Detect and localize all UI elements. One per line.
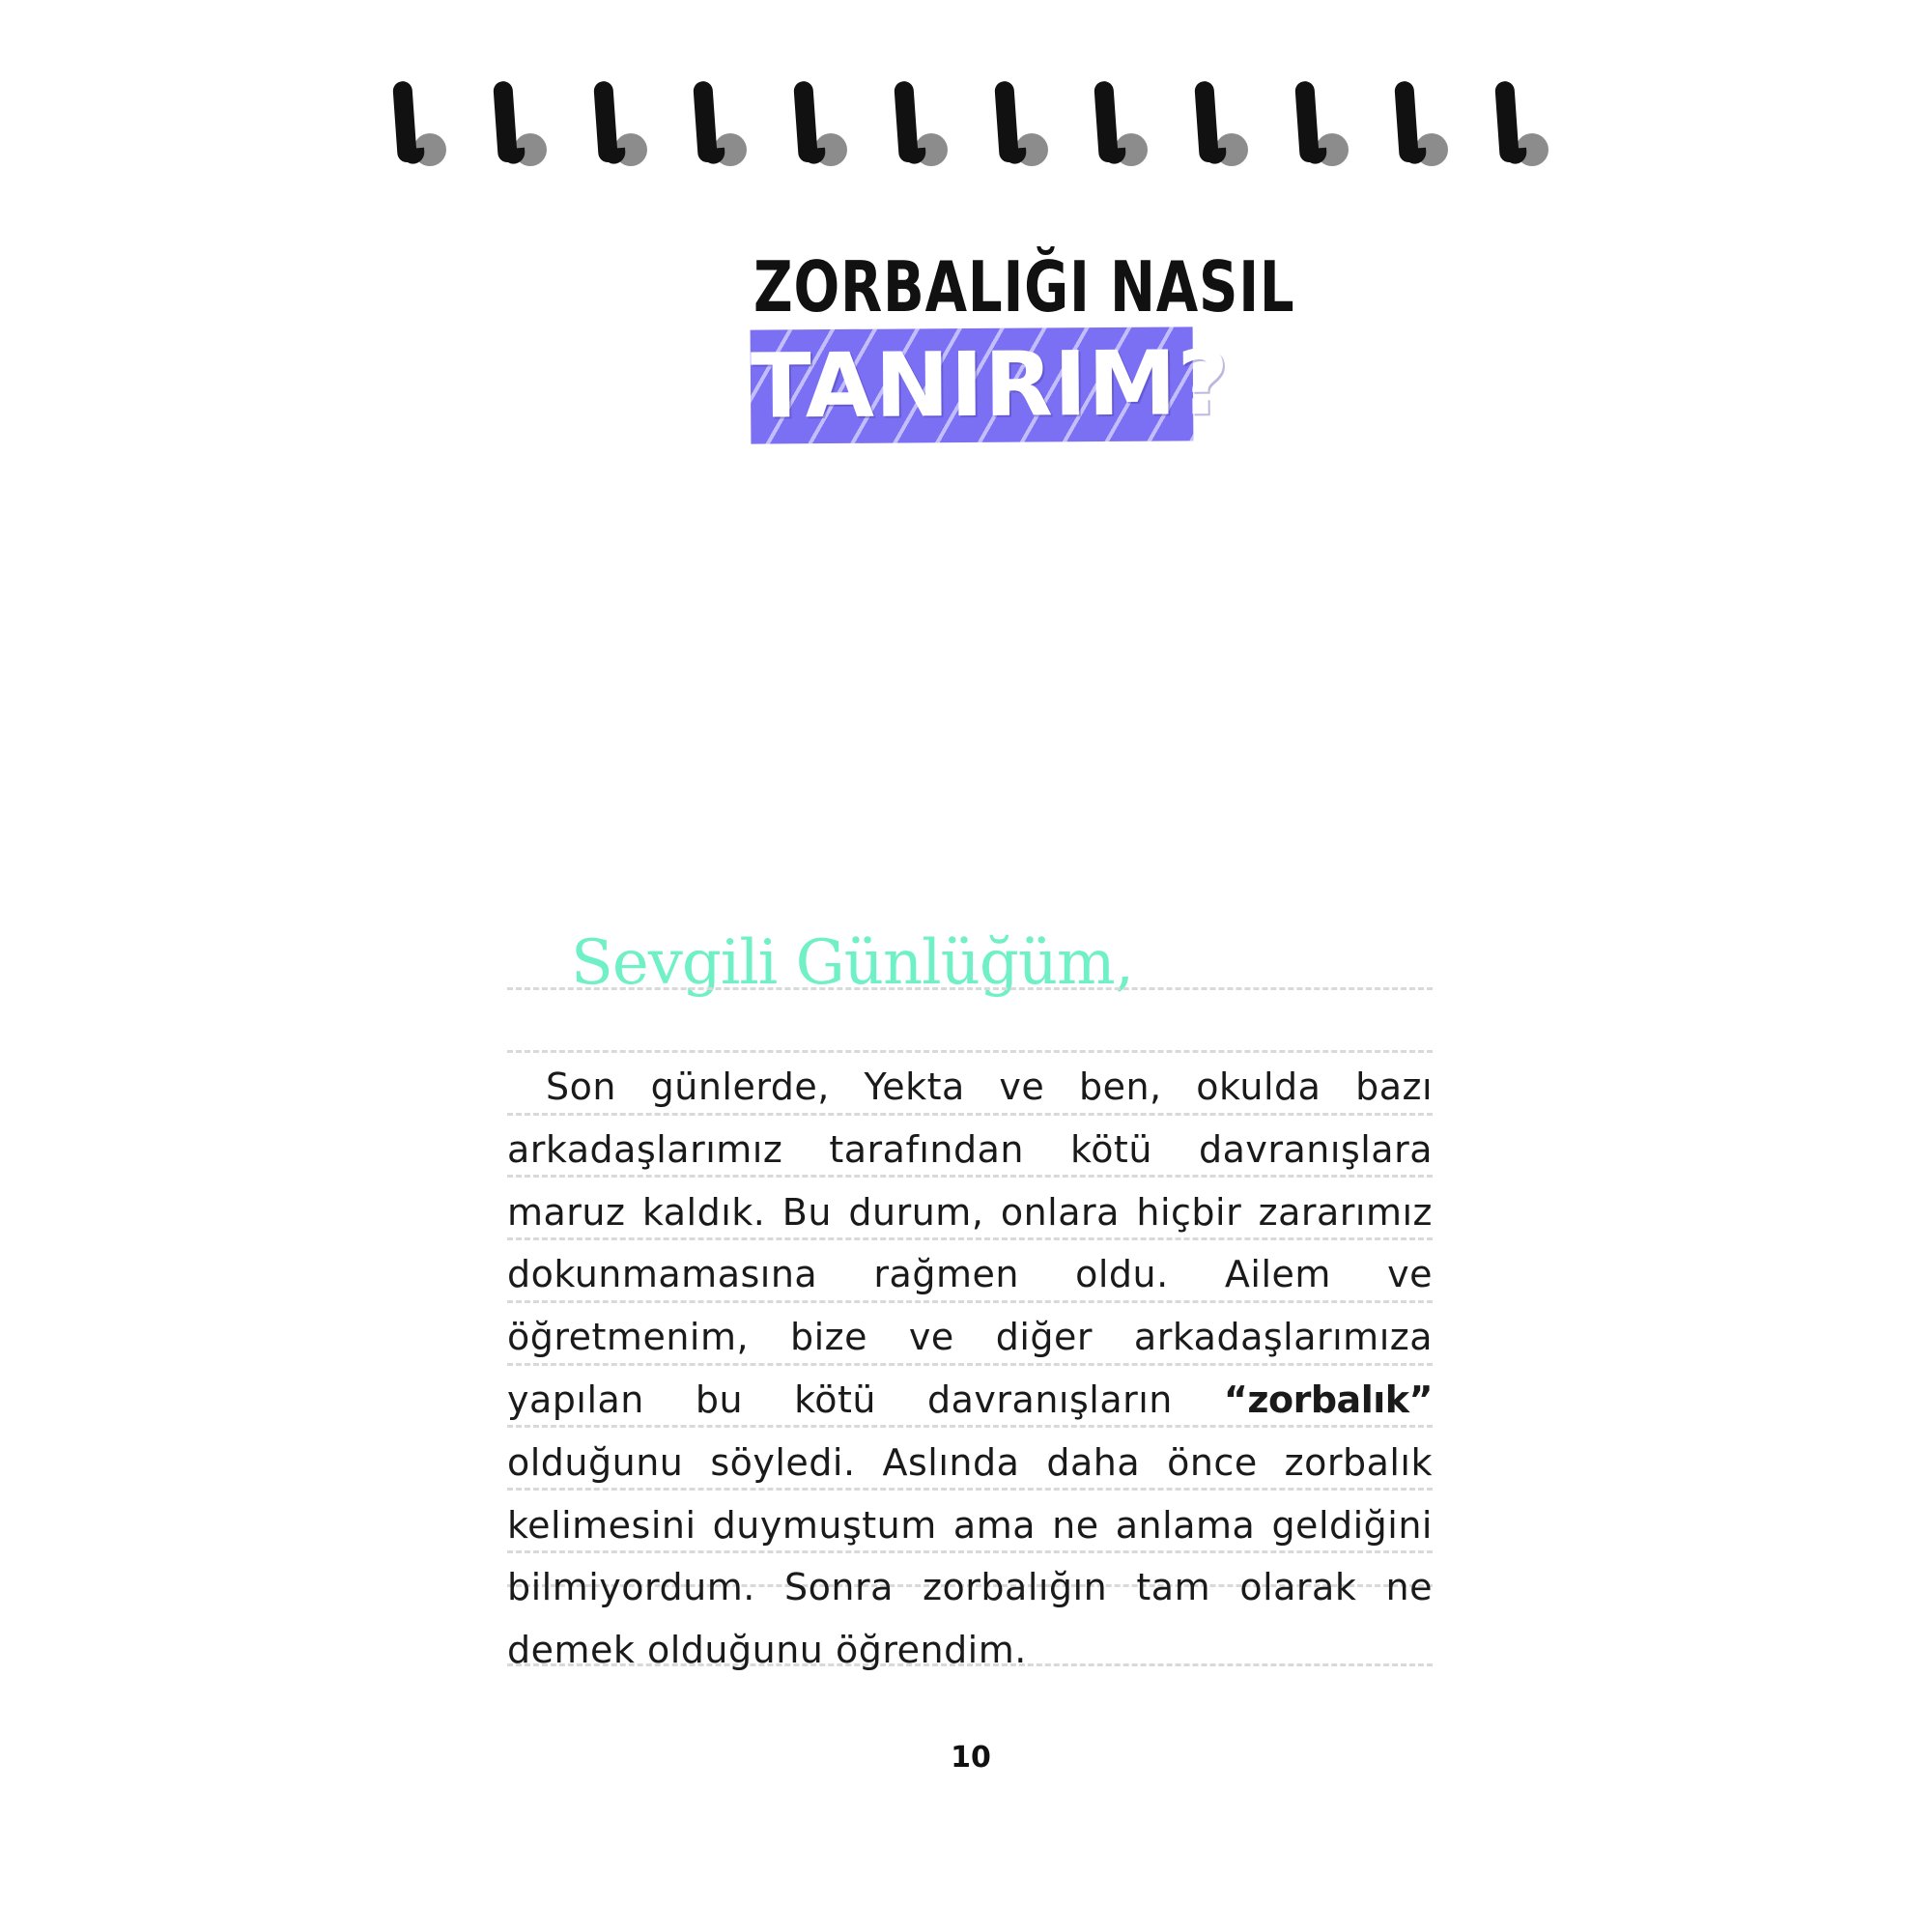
ruled-line <box>507 1050 1433 1053</box>
diary-greeting: Sevgili Günlüğüm, <box>571 927 1134 999</box>
spiral-coil <box>398 81 446 170</box>
spiral-coil <box>1500 81 1548 170</box>
page-number: 10 <box>951 1741 991 1775</box>
page-title-line-1: ZORBALIĞI NASIL <box>753 246 1295 327</box>
spiral-binding <box>0 0 1932 193</box>
diary-paragraph <box>507 1056 1433 1682</box>
spiral-coil <box>1099 81 1148 170</box>
spiral-coil <box>1300 81 1349 170</box>
emphasized-word: “zorbalık” <box>1223 1378 1433 1421</box>
paragraph-text-before: Son günlerde, Yekta ve ben, okulda bazı arkadaşlarımız tarafından kötü davranışlara maruz kaldık. Bu durum, onlara hiçbir zararımız dokunmamasına rağmen oldu. Ailem ve öğretmenim, bize ve diğer arkadaşlarımıza yapılan bu kötü davranışların <box>507 1065 1433 1421</box>
paragraph-text-after: olduğunu söyledi. Aslında daha önce zorbalık kelimesini duymuştum ama ne anlama geldiğini bilmiyordum. Sonra zorbalığın tam olarak ne demek olduğunu öğrendim. <box>507 1440 1433 1672</box>
spiral-coil <box>698 81 747 170</box>
page-title-line-2: TANIRIM? <box>750 331 1231 439</box>
spiral-coil <box>599 81 647 170</box>
spiral-coil <box>899 81 948 170</box>
spiral-coil <box>1200 81 1248 170</box>
ruled-line <box>507 987 1433 990</box>
spiral-coil <box>1000 81 1048 170</box>
spiral-coil <box>1400 81 1448 170</box>
spiral-coil <box>799 81 847 170</box>
spiral-coil <box>498 81 547 170</box>
title-highlight-box <box>750 327 1231 443</box>
